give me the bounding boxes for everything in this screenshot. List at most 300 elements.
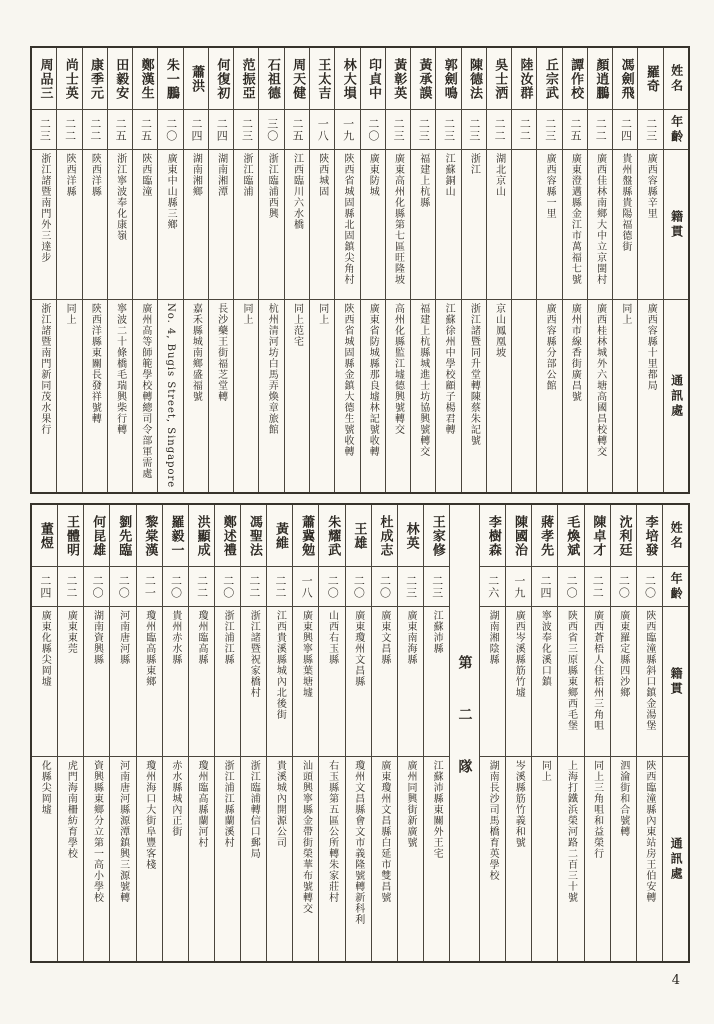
person-column bbox=[584, 505, 610, 961]
person-name bbox=[319, 505, 344, 567]
person-address-text: 浙江諸暨同升堂轉陳蔡朱記號 bbox=[468, 303, 480, 446]
person-column bbox=[637, 48, 662, 492]
person-address bbox=[585, 757, 610, 961]
person-address bbox=[209, 300, 233, 492]
person-name-text: 劉先臨 bbox=[116, 514, 132, 557]
person-native-place bbox=[184, 150, 208, 300]
person-native-place bbox=[424, 607, 449, 757]
person-age bbox=[613, 110, 637, 150]
person-age bbox=[372, 567, 397, 607]
person-native-place-text: 廣東防城 bbox=[367, 153, 379, 197]
person-age bbox=[184, 110, 208, 150]
person-age bbox=[335, 110, 359, 150]
person-address-text: 浙江臨浦轉信口郵局 bbox=[248, 760, 260, 859]
person-age bbox=[293, 567, 318, 607]
header-native-label bbox=[663, 607, 688, 757]
person-age-text: 二三 bbox=[404, 574, 418, 599]
person-name bbox=[184, 48, 208, 110]
team-two-divider bbox=[449, 505, 479, 961]
person-age-text: 二〇 bbox=[352, 574, 366, 599]
person-name-text: 李培發 bbox=[642, 514, 658, 557]
person-native-place-text: 廣西佳林南鄉大中立京閩村 bbox=[594, 153, 606, 285]
person-native-place-text: 湖南湘陰縣 bbox=[487, 610, 499, 665]
person-native-place-text: 湖南湘潭 bbox=[215, 153, 227, 197]
person-name bbox=[386, 48, 410, 110]
person-address-text: 廣東瓊州文昌縣白延市雙昌號 bbox=[378, 760, 390, 903]
person-native-place bbox=[585, 607, 610, 757]
person-name bbox=[285, 48, 309, 110]
person-native-place bbox=[512, 150, 536, 300]
person-name-text: 王雄 bbox=[351, 521, 367, 550]
person-address-text: 同上 bbox=[64, 303, 76, 325]
person-name bbox=[532, 505, 557, 567]
person-name bbox=[585, 505, 610, 567]
person-name-text: 沈利廷 bbox=[616, 514, 632, 557]
person-column bbox=[258, 48, 283, 492]
person-age bbox=[462, 110, 486, 150]
person-name bbox=[267, 505, 292, 567]
person-column bbox=[83, 505, 109, 961]
person-age bbox=[259, 110, 283, 150]
person-address-text: 資興縣東鄉分立第一高小學校 bbox=[91, 760, 103, 903]
person-name bbox=[259, 48, 283, 110]
person-name-text: 陳國治 bbox=[511, 514, 527, 557]
person-native-place-text: 廣東南海縣 bbox=[405, 610, 416, 665]
page-number: 4 bbox=[671, 973, 680, 988]
person-native-place-text: 浙江 bbox=[468, 153, 480, 175]
person-native-place-text: 陝西洋縣 bbox=[89, 153, 101, 197]
person-name bbox=[480, 505, 505, 567]
person-age bbox=[637, 567, 662, 607]
person-column bbox=[371, 505, 397, 961]
person-column bbox=[309, 48, 334, 492]
person-age-text: 二三 bbox=[417, 117, 431, 142]
person-native-place-text: 江蘇沛縣 bbox=[431, 610, 443, 654]
person-address bbox=[285, 300, 309, 492]
person-age bbox=[108, 110, 132, 150]
person-age bbox=[285, 110, 309, 150]
person-column bbox=[479, 505, 505, 961]
person-name bbox=[506, 505, 531, 567]
person-column bbox=[360, 48, 385, 492]
person-name bbox=[241, 505, 266, 567]
header-name-label bbox=[664, 48, 688, 110]
person-address bbox=[234, 300, 258, 492]
person-age bbox=[57, 110, 81, 150]
person-age-text: 二三 bbox=[392, 117, 406, 142]
person-name-text: 黃維 bbox=[273, 521, 289, 550]
person-age-text: 二二 bbox=[518, 117, 532, 142]
person-name bbox=[537, 48, 561, 110]
person-native-place-text: 河南唐河縣 bbox=[117, 610, 129, 665]
person-name-text: 石祖德 bbox=[264, 57, 280, 100]
person-address-text: No. 4, Bugis Street, Singapore bbox=[165, 303, 177, 489]
person-native-place-text: 浙江臨浦西興 bbox=[266, 153, 278, 219]
team-two-divider-label: 第二隊 bbox=[456, 655, 473, 811]
person-column bbox=[557, 505, 583, 961]
person-address-text: 湖南長沙司馬橋育英學校 bbox=[487, 760, 499, 881]
person-age-text: 二四 bbox=[538, 574, 552, 599]
person-name bbox=[32, 48, 56, 110]
person-column bbox=[610, 505, 636, 961]
header-age-label-text: 年齡 bbox=[669, 571, 684, 602]
person-age-text: 一八 bbox=[300, 574, 314, 599]
person-name bbox=[215, 505, 240, 567]
person-name-text: 鄭述禮 bbox=[220, 514, 236, 557]
person-age bbox=[241, 567, 266, 607]
person-address bbox=[57, 300, 81, 492]
person-address bbox=[480, 757, 505, 961]
person-name bbox=[487, 48, 511, 110]
person-name bbox=[293, 505, 318, 567]
person-column bbox=[266, 505, 292, 961]
person-address bbox=[32, 300, 56, 492]
person-native-place-text: 浙江諸暨祝家橋村 bbox=[248, 610, 260, 698]
person-native-place-text: 陝西省三原縣東鄉西毛堡 bbox=[565, 610, 577, 731]
person-age bbox=[137, 567, 162, 607]
person-age bbox=[588, 110, 612, 150]
person-address-text: 岑溪縣筋竹義和號 bbox=[513, 760, 525, 848]
person-age-text: 二二 bbox=[493, 117, 507, 142]
person-name-text: 董煜 bbox=[37, 521, 53, 550]
person-name bbox=[110, 505, 135, 567]
person-column bbox=[511, 48, 536, 492]
person-address bbox=[424, 757, 449, 961]
person-address bbox=[372, 757, 397, 961]
person-name-text: 周品三 bbox=[37, 57, 53, 100]
person-age bbox=[215, 567, 240, 607]
person-column bbox=[188, 505, 214, 961]
person-address-text: 寧波二十條橋毛瑞興柴行轉 bbox=[114, 303, 126, 435]
person-name-text: 洪顯成 bbox=[194, 514, 210, 557]
person-name-text: 蔣孝先 bbox=[538, 514, 554, 557]
person-native-place bbox=[611, 607, 636, 757]
person-name-text: 陳卓才 bbox=[590, 514, 606, 557]
person-age bbox=[234, 110, 258, 150]
person-name bbox=[361, 48, 385, 110]
person-column bbox=[531, 505, 557, 961]
person-native-place bbox=[215, 607, 240, 757]
person-native-place bbox=[638, 150, 662, 300]
person-column bbox=[562, 48, 587, 492]
person-address-text: 上海打鐵浜榮河路二百三十號 bbox=[565, 760, 577, 903]
person-native-place-text: 廣東興寧縣葉塘墟 bbox=[300, 610, 312, 698]
person-address-text: 瓊州文昌縣會文市義隆號轉新科利 bbox=[352, 760, 364, 925]
person-age-text: 二〇 bbox=[366, 117, 380, 142]
person-native-place-text: 廣東中山縣三鄉 bbox=[165, 153, 177, 230]
person-column bbox=[587, 48, 612, 492]
person-native-place-text: 浙江諸暨南門外三達步 bbox=[38, 153, 50, 263]
person-address-text: 河南唐河縣源潭鎮興三源號轉 bbox=[117, 760, 129, 903]
person-native-place-text: 瓊州臨高縣東鄉 bbox=[143, 610, 155, 687]
person-native-place bbox=[506, 607, 531, 757]
person-native-place-text: 浙江臨浦 bbox=[240, 153, 252, 197]
person-name bbox=[558, 505, 583, 567]
person-age bbox=[563, 110, 587, 150]
person-age-text: 二二 bbox=[247, 574, 261, 599]
person-name bbox=[83, 48, 107, 110]
person-age bbox=[558, 567, 583, 607]
person-name bbox=[84, 505, 109, 567]
person-name-text: 王體明 bbox=[64, 514, 80, 557]
person-address-text: 泗淪街和合號轉 bbox=[617, 760, 629, 837]
person-name-text: 黃承謨 bbox=[416, 57, 432, 100]
person-address bbox=[611, 757, 636, 961]
person-native-place bbox=[588, 150, 612, 300]
person-native-place-text: 陝西臨潼縣斜口鎮金湯堡 bbox=[643, 610, 655, 731]
person-native-place bbox=[108, 150, 132, 300]
person-column bbox=[385, 48, 410, 492]
header-age-label bbox=[663, 567, 688, 607]
person-age bbox=[189, 567, 214, 607]
header-address-label bbox=[664, 300, 688, 492]
person-address bbox=[512, 300, 536, 492]
person-name-text: 印貞中 bbox=[365, 57, 381, 100]
person-native-place bbox=[563, 150, 587, 300]
person-column bbox=[505, 505, 531, 961]
person-address bbox=[215, 757, 240, 961]
person-name bbox=[613, 48, 637, 110]
person-column bbox=[233, 48, 258, 492]
person-native-place bbox=[361, 150, 385, 300]
person-name-text: 田毅安 bbox=[113, 57, 129, 100]
person-column bbox=[461, 48, 486, 492]
person-address-text: 陝西臨潼縣內東站房王伯安轉 bbox=[643, 760, 655, 903]
person-name-text: 何復初 bbox=[214, 57, 230, 100]
person-age-text: 二二 bbox=[594, 117, 608, 142]
person-address-text: 同上 bbox=[539, 760, 551, 782]
person-column bbox=[410, 48, 435, 492]
person-native-place bbox=[110, 607, 135, 757]
person-native-place bbox=[241, 607, 266, 757]
person-name bbox=[234, 48, 258, 110]
person-name bbox=[588, 48, 612, 110]
person-age-text: 二三 bbox=[430, 574, 444, 599]
person-address bbox=[637, 757, 662, 961]
person-age bbox=[319, 567, 344, 607]
person-age-text: 二〇 bbox=[91, 574, 105, 599]
header-native-label-text: 籍貫 bbox=[669, 666, 684, 697]
person-age bbox=[506, 567, 531, 607]
person-age bbox=[398, 567, 423, 607]
person-age bbox=[480, 567, 505, 607]
person-native-place-text: 江西臨川六水橋 bbox=[291, 153, 303, 230]
person-address bbox=[462, 300, 486, 492]
person-native-place bbox=[480, 607, 505, 757]
person-native-place bbox=[57, 150, 81, 300]
person-native-place bbox=[637, 607, 662, 757]
person-column bbox=[486, 48, 511, 492]
person-address-text: 赤水縣城內正街 bbox=[169, 760, 181, 837]
person-age-text: 二六 bbox=[486, 574, 500, 599]
person-native-place bbox=[310, 150, 334, 300]
person-age-text: 二五 bbox=[291, 117, 305, 142]
person-address-text: 江蘇徐州中學校顧子楊君轉 bbox=[443, 303, 455, 435]
person-address bbox=[537, 300, 561, 492]
person-age-text: 二二 bbox=[88, 117, 102, 142]
person-age-text: 二〇 bbox=[565, 574, 579, 599]
person-age-text: 二二 bbox=[591, 574, 605, 599]
person-age-text: 二二 bbox=[64, 574, 78, 599]
person-name-text: 王太吉 bbox=[315, 57, 331, 100]
person-native-place bbox=[189, 607, 214, 757]
person-age-text: 二〇 bbox=[326, 574, 340, 599]
person-name bbox=[372, 505, 397, 567]
person-address bbox=[638, 300, 662, 492]
person-name bbox=[436, 48, 460, 110]
person-age-text: 二四 bbox=[38, 574, 52, 599]
person-name bbox=[611, 505, 636, 567]
person-age bbox=[611, 567, 636, 607]
header-address-label bbox=[663, 757, 688, 961]
person-name bbox=[424, 505, 449, 567]
person-native-place-text: 浙江浦江縣 bbox=[222, 610, 234, 665]
person-age-text: 二五 bbox=[139, 117, 153, 142]
person-native-place-text: 陝西省城固縣北固鎮尖角村 bbox=[342, 153, 353, 285]
person-name-text: 尚士英 bbox=[62, 57, 78, 100]
person-age bbox=[585, 567, 610, 607]
person-column bbox=[292, 505, 318, 961]
header-address-label-text: 通訊處 bbox=[669, 836, 684, 882]
person-name-text: 周天健 bbox=[290, 57, 306, 100]
person-native-place-text: 廣東羅定縣四沙鄉 bbox=[617, 610, 629, 698]
person-address-text: 汕頭興寧縣金帶街榮華布號轉交 bbox=[300, 760, 312, 914]
person-age bbox=[110, 567, 135, 607]
person-column bbox=[334, 48, 359, 492]
person-address bbox=[110, 757, 135, 961]
person-native-place bbox=[133, 150, 157, 300]
person-name bbox=[32, 505, 57, 567]
person-native-place bbox=[267, 607, 292, 757]
person-age-text: 二三 bbox=[240, 117, 254, 142]
person-age-text: 二一 bbox=[143, 574, 157, 599]
header-column bbox=[662, 505, 688, 961]
person-name-text: 康季元 bbox=[88, 57, 104, 100]
person-age-text: 三〇 bbox=[265, 117, 279, 142]
person-name bbox=[133, 48, 157, 110]
person-name bbox=[398, 505, 423, 567]
person-age-text: 一九 bbox=[512, 574, 526, 599]
person-column bbox=[435, 48, 460, 492]
person-age-text: 二〇 bbox=[617, 574, 631, 599]
person-address bbox=[319, 757, 344, 961]
person-address bbox=[189, 757, 214, 961]
header-column bbox=[663, 48, 688, 492]
person-name bbox=[108, 48, 132, 110]
person-age-text: 二三 bbox=[644, 117, 658, 142]
person-address bbox=[398, 757, 423, 961]
person-name-text: 陸汝群 bbox=[517, 57, 533, 100]
person-age-text: 二二 bbox=[195, 574, 209, 599]
person-native-place-text: 廣西蒼梧人住梧州三角咀 bbox=[591, 610, 603, 731]
person-name-text: 杜成志 bbox=[377, 514, 393, 557]
person-native-place bbox=[285, 150, 309, 300]
person-address bbox=[32, 757, 57, 961]
person-name bbox=[158, 48, 182, 110]
header-name-label-text: 姓名 bbox=[669, 63, 684, 94]
person-address bbox=[108, 300, 132, 492]
person-address-text: 同上 bbox=[316, 303, 328, 325]
person-name bbox=[209, 48, 233, 110]
person-name-text: 毛煥斌 bbox=[564, 514, 580, 557]
header-name-label bbox=[663, 505, 688, 567]
person-address bbox=[133, 300, 157, 492]
person-name bbox=[638, 48, 662, 110]
person-address bbox=[293, 757, 318, 961]
person-native-place bbox=[234, 150, 258, 300]
person-column bbox=[536, 48, 561, 492]
person-age-text: 二四 bbox=[215, 117, 229, 142]
person-native-place bbox=[613, 150, 637, 300]
person-native-place bbox=[386, 150, 410, 300]
person-address bbox=[259, 300, 283, 492]
person-address bbox=[267, 757, 292, 961]
person-column bbox=[636, 505, 662, 961]
person-age bbox=[436, 110, 460, 150]
person-name-text: 郭劍鳴 bbox=[441, 57, 457, 100]
person-age-text: 二四 bbox=[619, 117, 633, 142]
person-column bbox=[214, 505, 240, 961]
person-native-place-text: 貴州赤水縣 bbox=[169, 610, 181, 665]
person-name bbox=[310, 48, 334, 110]
person-column bbox=[240, 505, 266, 961]
person-address bbox=[563, 300, 587, 492]
person-column bbox=[56, 48, 81, 492]
person-age bbox=[537, 110, 561, 150]
person-native-place-text: 江西貴溪縣城內北後街 bbox=[274, 610, 286, 720]
person-address-text: 江蘇沛縣東關外王宅 bbox=[431, 760, 443, 859]
person-native-place bbox=[335, 150, 359, 300]
person-age-text: 二二 bbox=[63, 117, 77, 142]
roster-table-bottom bbox=[30, 503, 690, 963]
person-column bbox=[32, 48, 56, 492]
person-name bbox=[637, 505, 662, 567]
person-name-text: 黃彰英 bbox=[391, 57, 407, 100]
person-native-place-text: 瓊州臨高縣 bbox=[196, 610, 207, 665]
person-name bbox=[335, 48, 359, 110]
person-address-text: 廣州高等師範學校轉總司令部軍需處 bbox=[139, 303, 151, 479]
person-column bbox=[345, 505, 371, 961]
person-name bbox=[189, 505, 214, 567]
person-native-place bbox=[372, 607, 397, 757]
person-native-place bbox=[32, 607, 57, 757]
person-native-place bbox=[532, 607, 557, 757]
person-native-place bbox=[462, 150, 486, 300]
person-column bbox=[397, 505, 423, 961]
person-native-place bbox=[398, 607, 423, 757]
person-name-text: 黎棠漢 bbox=[142, 514, 158, 557]
person-native-place-text: 陝西城固 bbox=[316, 153, 328, 197]
person-name-text: 羅毅一 bbox=[168, 514, 184, 557]
person-age bbox=[163, 567, 188, 607]
person-address-text: 廣西桂林城外六塘高國昌校轉交 bbox=[594, 303, 606, 457]
person-address-text: 廣州市線香街廣昌號 bbox=[569, 303, 581, 402]
person-native-place-text: 山西右玉縣 bbox=[326, 610, 338, 665]
person-native-place bbox=[32, 150, 56, 300]
person-name-text: 顏逍鵬 bbox=[593, 57, 609, 100]
person-address-text: 浙江諸暨南門新同茂水果行 bbox=[38, 303, 50, 435]
person-column bbox=[107, 48, 132, 492]
person-address-text: 虎門海南柵紡育學校 bbox=[65, 760, 77, 859]
person-native-place bbox=[558, 607, 583, 757]
person-address bbox=[58, 757, 83, 961]
person-age-text: 一八 bbox=[316, 117, 330, 142]
person-age bbox=[84, 567, 109, 607]
person-name-text: 馮劍飛 bbox=[618, 57, 634, 100]
header-native-label-text: 籍貫 bbox=[669, 209, 684, 240]
person-native-place-text: 湖北京山 bbox=[493, 153, 505, 197]
person-age-text: 二五 bbox=[568, 117, 582, 142]
